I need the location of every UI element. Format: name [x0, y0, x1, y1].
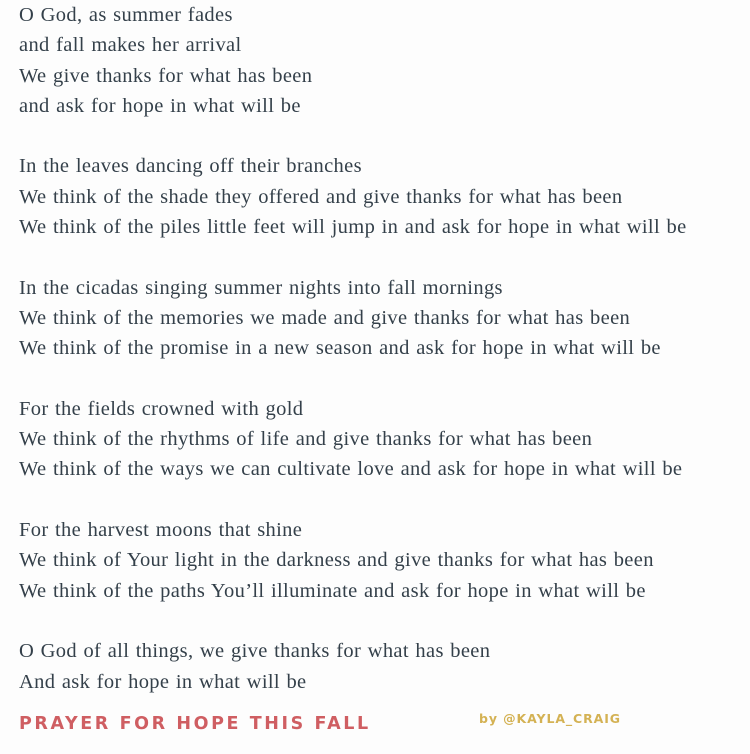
poem-line: We think of the ways we can cultivate love and ask for hope in what will be	[19, 458, 683, 481]
poem-line: We think of the paths You’ll illuminate and ask for hope in what will be	[19, 579, 646, 602]
poem-line: We think of the memories we made and give thanks for what has been	[19, 306, 631, 329]
poem-line: For the fields crowned with gold	[19, 397, 304, 420]
poem-line: We give thanks for what has been	[19, 64, 313, 87]
prayer-poem	[19, 0, 749, 697]
poem-line: For the harvest moons that shine	[19, 519, 303, 542]
poem-line: We think of the rhythms of life and give thanks for what has been	[19, 428, 593, 451]
poem-line: and ask for hope in what will be	[19, 94, 301, 117]
poem-line: We think of the shade they offered and give thanks for what has been	[19, 185, 623, 208]
poem-line: We think of the piles little feet will jump in and ask for hope in what will be	[19, 216, 687, 239]
poem-line: We think of Your light in the darkness and give thanks for what has been	[19, 549, 654, 572]
poem-line: We think of the promise in a new season and ask for hope in what will be	[19, 337, 661, 360]
stanza-cicadas	[19, 273, 749, 364]
stanza-harvest-moons	[19, 515, 749, 606]
poem-line: O God, as summer fades	[19, 4, 233, 26]
stanza-opening	[19, 0, 749, 121]
stanza-closing	[19, 636, 749, 697]
stanza-fields	[19, 394, 749, 485]
poem-line: and fall makes her arrival	[19, 34, 242, 57]
poem-line: And ask for hope in what will be	[19, 670, 307, 693]
poem-line: In the leaves dancing off their branches	[19, 155, 362, 178]
author-credit: by @KAYLA_CRAIG	[479, 711, 621, 726]
prayer-title: PRAYER FOR HOPE THIS FALL	[19, 714, 371, 734]
stanza-leaves	[19, 151, 749, 242]
poem-line: O God of all things, we give thanks for what has been	[19, 640, 491, 663]
poem-line: In the cicadas singing summer nights into fall mornings	[19, 276, 503, 299]
